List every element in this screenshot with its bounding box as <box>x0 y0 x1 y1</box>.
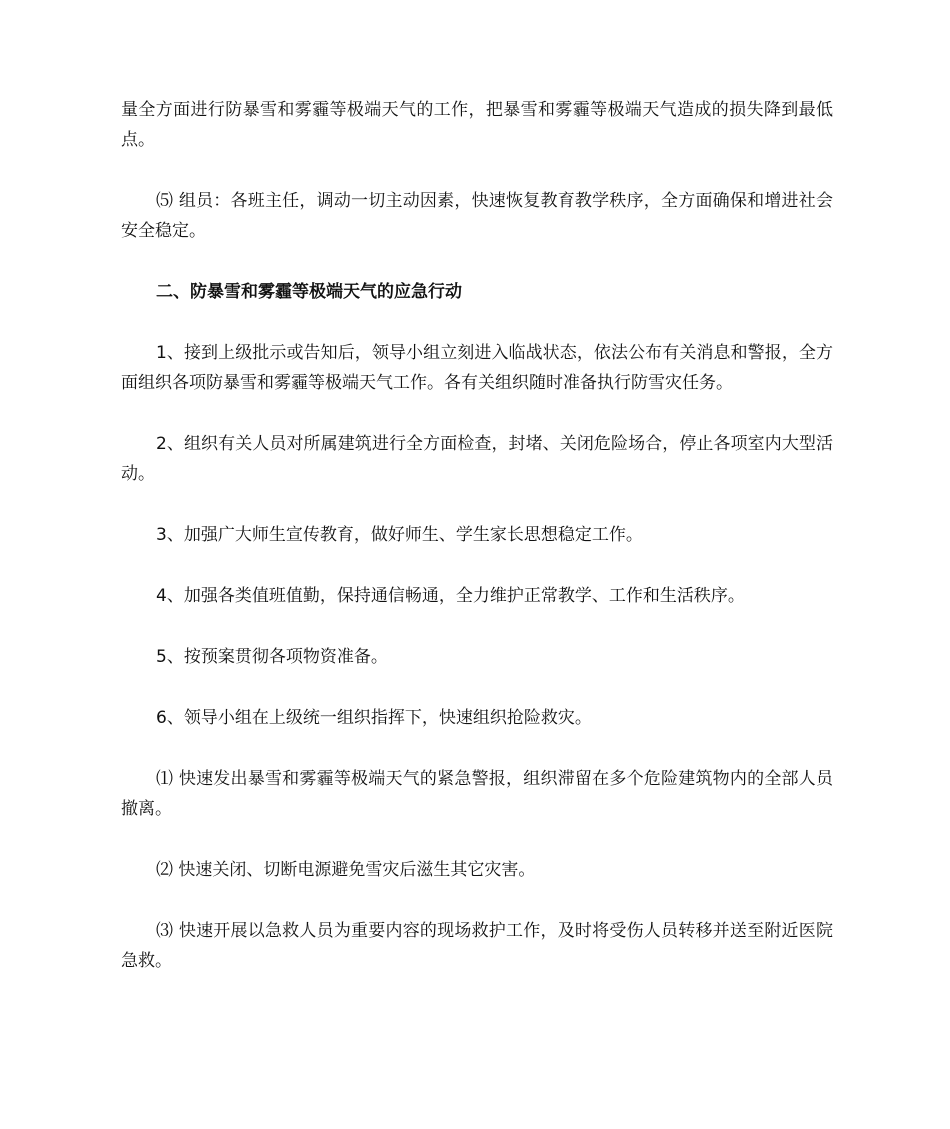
paragraph-subitem-3: ⑶ 快速开展以急救人员为重要内容的现场救护工作，及时将受伤人员转移并送至附近医院急救。 <box>121 921 833 971</box>
paragraph-action-4: 4、加强各类值班值勤，保持通信畅通，全力维护正常教学、工作和生活秩序。 <box>156 586 745 606</box>
paragraph-continuation: 量全方面进行防暴雪和雾霾等极端天气的工作，把暴雪和雾霾等极端天气造成的损失降到最低点。 <box>121 100 833 150</box>
paragraph-action-2: 2、组织有关人员对所属建筑进行全方面检查，封堵、关闭危险场合，停止各项室内大型活动。 <box>121 434 833 484</box>
paragraph-subitem-2: ⑵ 快速关闭、切断电源避免雪灾后滋生其它灾害。 <box>156 860 536 880</box>
document-body <box>121 95 833 1007</box>
paragraph-action-1: 1、接到上级批示或告知后，领导小组立刻进入临战状态，依法公布有关消息和警报，全方面组织各项防暴雪和雾霾等极端天气工作。各有关组织随时准备执行防雪灾任务。 <box>121 343 833 393</box>
section-heading-emergency-actions: 二、防暴雪和雾霾等极端天气的应急行动 <box>156 282 462 302</box>
paragraph-member-item-5: ⑸ 组员：各班主任，调动一切主动因素，快速恢复教育教学秩序，全方面确保和增进社会安全稳定。 <box>121 191 833 241</box>
paragraph-action-5: 5、按预案贯彻各项物资准备。 <box>156 647 388 667</box>
paragraph-action-6: 6、领导小组在上级统一组织指挥下，快速组织抢险救灾。 <box>156 708 592 728</box>
paragraph-subitem-1: ⑴ 快速发出暴雪和雾霾等极端天气的紧急警报，组织滞留在多个危险建筑物内的全部人员撤离。 <box>121 769 833 819</box>
paragraph-action-3: 3、加强广大师生宣传教育，做好师生、学生家长思想稳定工作。 <box>156 525 643 545</box>
